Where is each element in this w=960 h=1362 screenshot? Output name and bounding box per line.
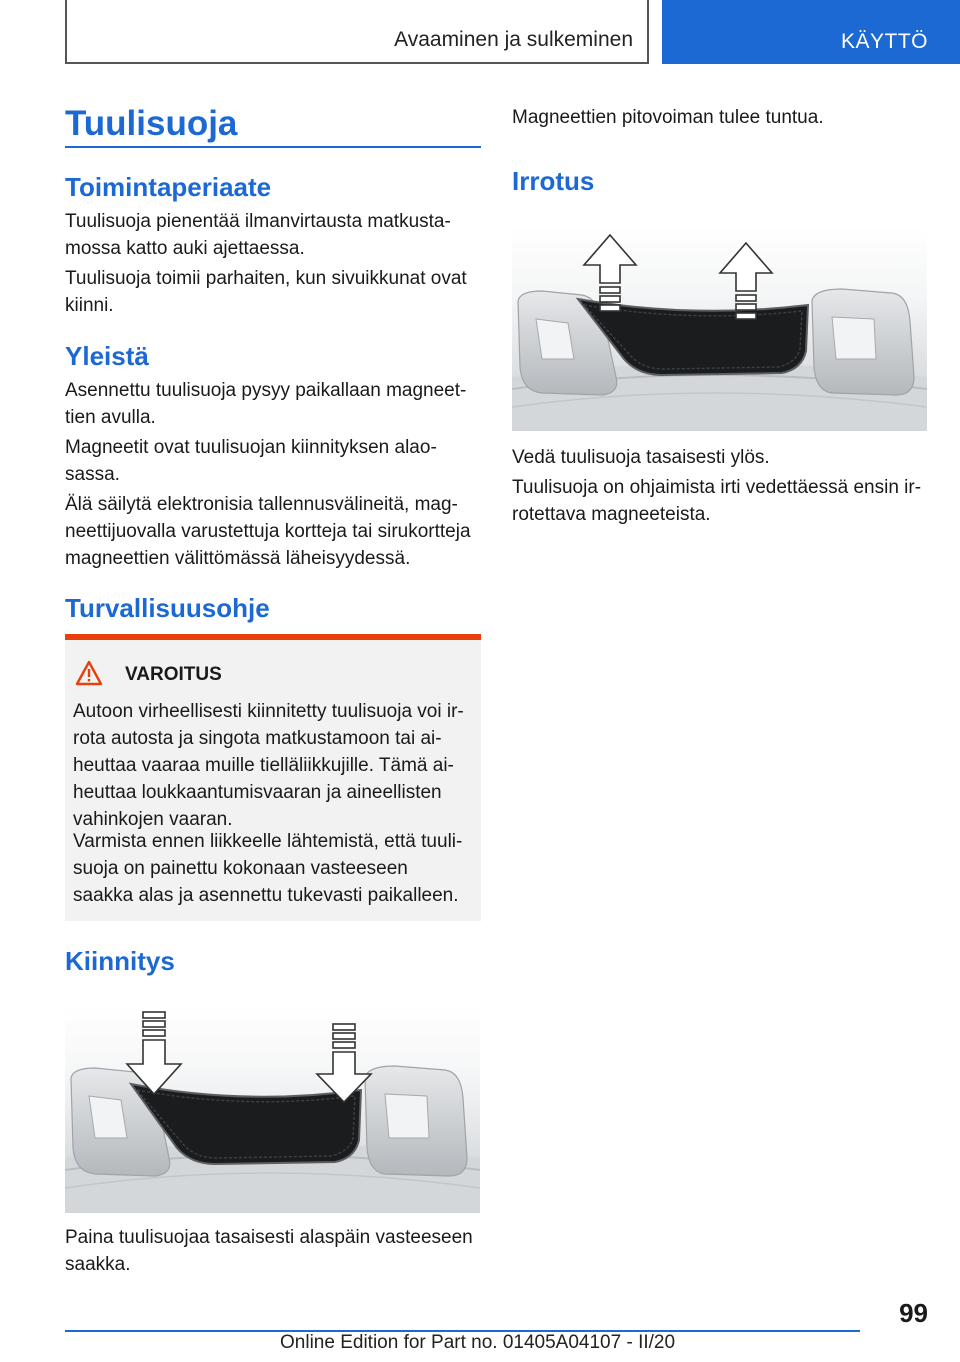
heading-mounting: Kiinnitys: [65, 946, 175, 976]
heading-principle: Toimintaperiaate: [65, 172, 272, 202]
title-rule: [65, 146, 481, 148]
heading-removal: Irrotus: [512, 166, 595, 196]
header-section-tab: [65, 0, 649, 64]
removal-text-1: Vedä tuulisuoja tasaisesti ylös.: [512, 447, 770, 468]
removal-text-2: Tuulisuoja on ohjaimista irti vedettäessä ensin ir-rotettava magneeteista.: [512, 477, 922, 525]
header-chapter-tab: [662, 0, 960, 64]
heading-safety: Turvallisuusohje: [65, 593, 270, 623]
general-text-3: Älä säilytä elektronisia tallennusvälineitä, mag-neettijuovalla varustettuja kortteja tai sirukortteja magneettien välittömässä läheisyydessä.: [65, 494, 471, 569]
heading-general: Yleistä: [65, 341, 149, 371]
general-text-1: Asennettu tuulisuoja pysyy paikallaan magneet-tien avulla.: [65, 380, 467, 428]
mounting-illustration: [65, 1008, 480, 1213]
principle-text-2: Tuulisuoja toimii parhaiten, kun sivuikkunat ovat kiinni.: [65, 268, 467, 316]
page-number: 99: [899, 1298, 928, 1328]
footer-edition: Online Edition for Part no. 01405A04107 - II/20: [280, 1332, 676, 1353]
header-chapter-title: KÄYTTÖ: [840, 30, 928, 53]
mounting-caption: Paina tuulisuojaa tasaisesti alaspäin vasteeseen saakka.: [65, 1227, 473, 1275]
warning-text-2: Varmista ennen liikkeelle lähtemistä, että tuuli-suoja on painettu kokonaan vasteeseen saakka alas ja asennettu tukevasti paikalleen.: [73, 831, 463, 906]
magnet-force-text: Magneettien pitovoiman tulee tuntua.: [512, 107, 824, 128]
page-title: Tuulisuoja: [65, 104, 238, 143]
warning-triangle-icon: [75, 660, 103, 686]
warning-title: VAROITUS: [125, 664, 222, 685]
general-text-2: Magneetit ovat tuulisuojan kiinnityksen alao-sassa.: [65, 437, 437, 485]
removal-illustration: [512, 227, 927, 431]
warning-box: [65, 634, 481, 921]
principle-text-1: Tuulisuoja pienentää ilmanvirtausta matkusta-mossa katto auki ajettaessa.: [65, 211, 451, 259]
header-section-title: Avaaminen ja sulkeminen: [394, 28, 633, 51]
warning-text-1: Autoon virheellisesti kiinnitetty tuulisuoja voi ir-rota autosta ja singota matkustamoon tai ai-heuttaa vaaraa muille tielläliikkujille. Tämä ai-heuttaa loukkaantumisvaaran ja aineellisten vahinkojen vaaran.: [73, 701, 464, 830]
